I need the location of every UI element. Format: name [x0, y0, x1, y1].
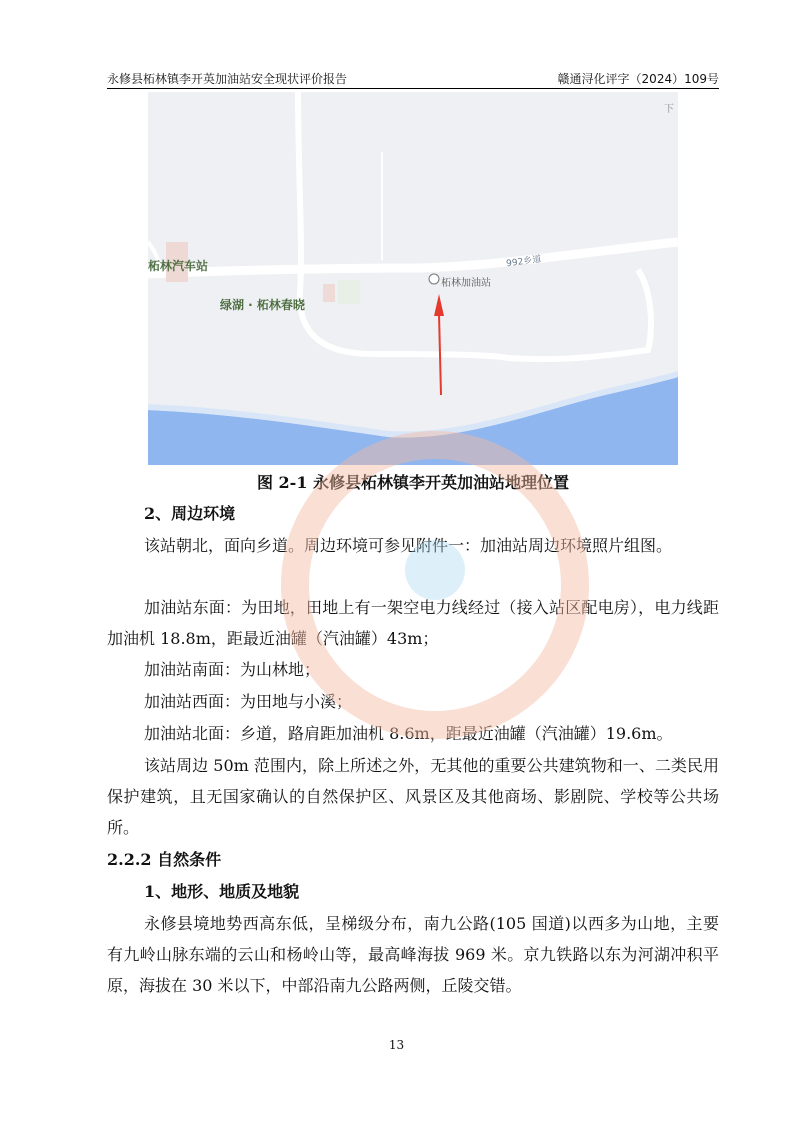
page-number: 13 [388, 1038, 405, 1052]
paragraph-north: 加油站北面：乡道，路肩距加油机 8.6m，距最近油罐（汽油罐）19.6m。 [144, 724, 673, 743]
paragraph-south: 加油站南面：为山林地； [144, 660, 321, 679]
paragraph-west: 加油站西面：为田地与小溪； [144, 692, 353, 711]
page-header [107, 66, 719, 89]
figure-caption: 图 2-1 永修县柘林镇李开英加油站地理位置 [256, 473, 570, 492]
road-west-curve [298, 92, 508, 358]
gas-station-marker [429, 274, 439, 284]
road-lower-loop [508, 270, 651, 359]
location-arrow-head [434, 294, 444, 316]
road-992 [148, 242, 678, 274]
paragraph-terrain: 永修县境地势西高东低，呈梯级分布，南九公路(105 国道)以西多为山地，主要有九岭山脉东端的云山和杨岭山等，最高峰海拔 969 米。京九铁路以东为河湖冲积平原，海拔在 30 米以下，中部沿南九公路两侧，丘陵交错。 [107, 914, 719, 995]
section-title-terrain: 1、地形、地质及地貌 [144, 882, 300, 901]
map-corner-label: 下 [664, 104, 674, 115]
paragraph-orientation: 该站朝北，面向乡道。周边环境可参见附件一：加油站周边环境照片组图。 [144, 536, 673, 555]
location-map [148, 92, 678, 465]
paragraph-50m-range: 该站周边 50m 范围内，除上所述之外，无其他的重要公共建筑物和一、二类民用保护建筑，且无国家确认的自然保护区、风景区及其他商场、影剧院、学校等公共场所。 [107, 756, 719, 837]
road-label: 992乡道 [505, 254, 542, 270]
section-title-natural-conditions: 2.2.2 自然条件 [107, 850, 222, 869]
lake-water [148, 377, 678, 465]
gas-station-label: 柘林加油站 [441, 278, 491, 289]
location-arrow-shaft [439, 314, 441, 395]
residence-block [338, 280, 360, 304]
paragraph-east: 加油站东面：为田地，田地上有一架空电力线经过（接入站区配电房），电力线距加油机 18.8m，距最近油罐（汽油罐）43m； [107, 598, 719, 648]
residence-label: 绿湖 · 柘林春晓 [220, 298, 305, 312]
header-report-title: 永修县柘林镇李开英加油站安全现状评价报告 [107, 72, 348, 86]
header-report-number: 赣通浔化评字（2024）109号 [557, 72, 719, 86]
bus-station-label: 柘林汽车站 [148, 259, 209, 273]
map-graphics [148, 92, 678, 465]
section-title-surroundings: 2、周边环境 [144, 504, 236, 523]
residence-building [323, 284, 335, 302]
